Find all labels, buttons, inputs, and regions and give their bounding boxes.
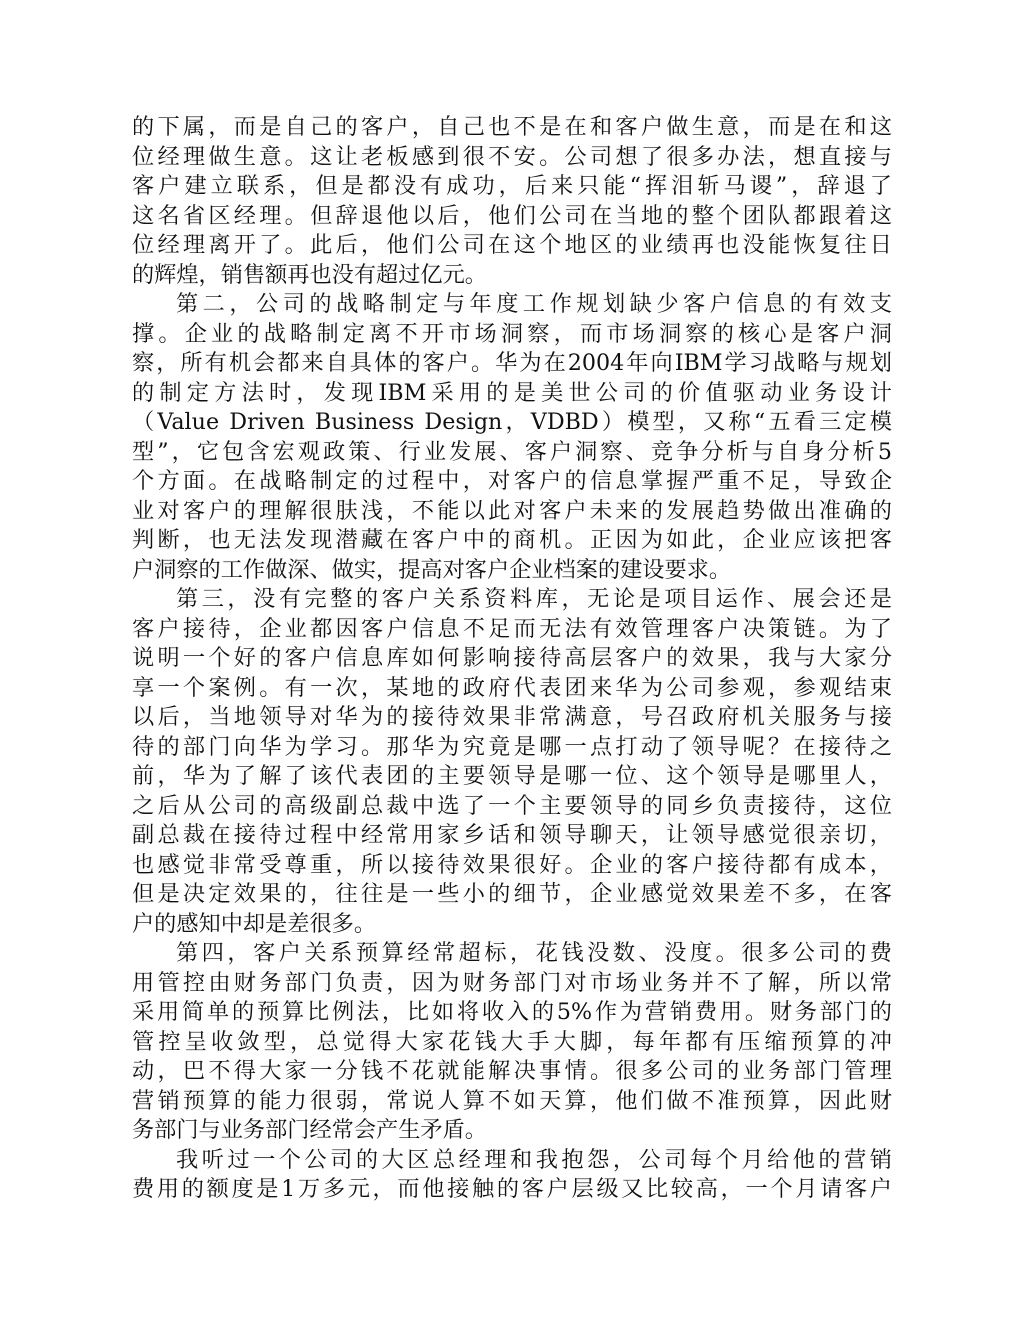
text-line: 前，华为了解了该代表团的主要领导是哪一位、这个领导是哪里人，	[132, 763, 892, 789]
text-line: 我听过一个公司的大区总经理和我抱怨，公司每个月给他的营销	[176, 1146, 892, 1173]
text-line: 察，所有机会都来自具体的客户。华为在2004年向IBM学习战略与规划	[132, 350, 892, 376]
text-line: 但是决定效果的，往往是一些小的细节，企业感觉效果差不多，在客	[132, 881, 892, 907]
text-line: 户的感知中却是差很多。	[132, 910, 377, 937]
text-line: 位经理做生意。这让老板感到很不安。公司想了很多办法，想直接与	[132, 143, 892, 170]
text-line: （Value Driven Business Design，VDBD）模型，又称“五看三定模	[132, 409, 892, 435]
text-line: 营销预算的能力很弱，常说人算不如天算，他们做不准预算，因此财	[132, 1087, 892, 1114]
text-line: 管控呈收敛型，总觉得大家花钱大手大脚，每年都有压缩预算的冲	[132, 1028, 892, 1055]
text-line: 客户建立联系，但是都没有成功，后来只能“挥泪斩马谡”，辞退了	[132, 173, 892, 199]
text-line: 的制定方法时，发现IBM采用的是美世公司的价值驱动业务设计	[132, 379, 892, 406]
paragraph	[132, 939, 892, 1146]
paragraph	[132, 585, 892, 939]
text-line: 业对客户的理解很肤浅，不能以此对客户未来的发展趋势做出准确的	[132, 497, 892, 524]
text-line: 的辉煌，销售额再也没有超过亿元。	[132, 261, 487, 288]
text-line: 费用的额度是1万多元，而他接触的客户层级又比较高，一个月请客户	[132, 1176, 892, 1202]
text-line: 这名省区经理。但辞退他以后，他们公司在当地的整个团队都跟着这	[132, 202, 892, 229]
paragraph	[132, 290, 892, 585]
text-line: 务部门与业务部门经常会产生矛盾。	[132, 1117, 487, 1143]
document-page	[132, 113, 892, 1205]
text-line: 副总裁在接待过程中经常用家乡话和领导聊天，让领导感觉很亲切，	[132, 822, 892, 848]
paragraph	[132, 1146, 892, 1205]
text-line: 第四，客户关系预算经常超标，花钱没数、没度。很多公司的费	[176, 940, 892, 966]
text-line: 第二，公司的战略制定与年度工作规划缺少客户信息的有效支	[176, 291, 892, 317]
text-line: 动，巴不得大家一分钱不花就能解决事情。很多公司的业务部门管理	[132, 1058, 892, 1084]
text-line: 型”，它包含宏观政策、行业发展、客户洞察、竞争分析与自身分析5	[132, 438, 892, 465]
text-line: 说明一个好的客户信息库如何影响接待高层客户的效果，我与大家分	[132, 645, 892, 671]
text-line: 位经理离开了。此后，他们公司在这个地区的业绩再也没能恢复往日	[132, 232, 892, 258]
text-line: 的下属，而是自己的客户，自己也不是在和客户做生意，而是在和这	[132, 114, 892, 140]
text-line: 第三，没有完整的客户关系资料库，无论是项目运作、展会还是	[176, 586, 892, 612]
text-line: 以后，当地领导对华为的接待效果非常满意，号召政府机关服务与接	[132, 704, 892, 730]
text-line: 用管控由财务部门负责，因为财务部门对市场业务并不了解，所以常	[132, 969, 892, 996]
text-line: 撑。企业的战略制定离不开市场洞察，而市场洞察的核心是客户洞	[132, 320, 892, 347]
text-line: 判断，也无法发现潜藏在客户中的商机。正因为如此，企业应该把客	[132, 527, 892, 553]
text-line: 之后从公司的高级副总裁中选了一个主要领导的同乡负责接待，这位	[132, 792, 892, 819]
text-line: 采用简单的预算比例法，比如将收入的5%作为营销费用。财务部门的	[132, 999, 892, 1025]
paragraph	[132, 113, 892, 290]
text-line: 享一个案例。有一次，某地的政府代表团来华为公司参观，参观结束	[132, 674, 892, 701]
text-line: 待的部门向华为学习。那华为究竟是哪一点打动了领导呢？在接待之	[132, 733, 892, 760]
text-line: 个方面。在战略制定的过程中，对客户的信息掌握严重不足，导致企	[132, 468, 892, 494]
text-line: 户洞察的工作做深、做实，提高对客户企业档案的建设要求。	[132, 556, 732, 583]
text-line: 客户接待，企业都因客户信息不足而无法有效管理客户决策链。为了	[132, 615, 892, 642]
text-line: 也感觉非常受尊重，所以接待效果很好。企业的客户接待都有成本，	[132, 851, 892, 878]
